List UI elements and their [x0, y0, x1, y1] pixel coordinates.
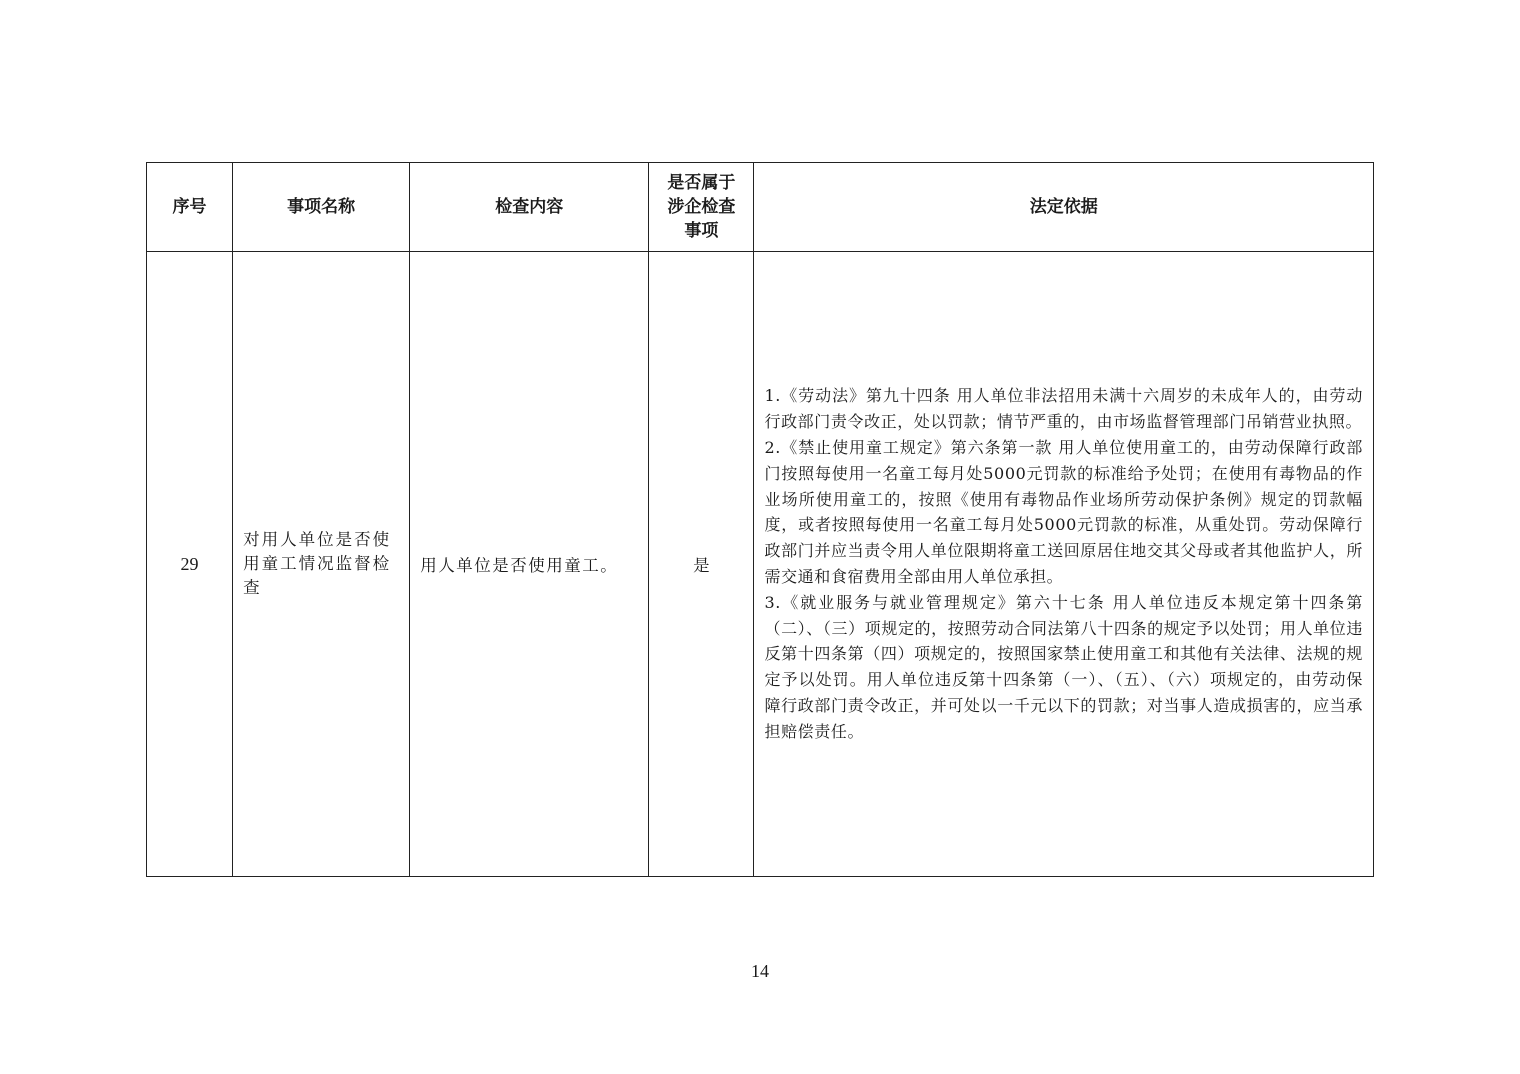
header-row: [147, 163, 1374, 252]
legal-basis-item-1: 1.《劳动法》第九十四条 用人单位非法招用未满十六周岁的未成年人的，由劳动行政部门责令改正，处以罚款；情节严重的，由市场监督管理部门吊销营业执照。: [764, 386, 1363, 432]
table-row: [147, 252, 1374, 877]
page-number: 14: [751, 961, 769, 981]
row-item-name: 对用人单位是否使用童工情况监督检查: [233, 252, 410, 877]
table-header: [147, 163, 1374, 252]
inspection-items-table: [146, 162, 1374, 877]
header-no: 序号: [147, 163, 233, 252]
row-is-enterprise: 是: [649, 252, 754, 877]
header-legal-basis: 法定依据: [754, 163, 1374, 252]
header-item-name: 事项名称: [233, 163, 410, 252]
legal-basis-item-3: 3.《就业服务与就业管理规定》第六十七条 用人单位违反本规定第十四条第（二）、（三）项规定的，按照劳动合同法第八十四条的规定予以处罚；用人单位违反第十四条第（四）项规定的，按照国家禁止使用童工和其他有关法律、法规的规定予以处罚。用人单位违反第十四条第（一）、（五）、（六）项规定的，由劳动保障行政部门责令改正，并可处以一千元以下的罚款；对当事人造成损害的，应当承担赔偿责任。: [764, 592, 1363, 741]
row-check-content: 用人单位是否使用童工。: [410, 252, 649, 877]
row-no: 29: [147, 252, 233, 877]
header-check-content: 检查内容: [410, 163, 649, 252]
legal-basis-item-2: 2.《禁止使用童工规定》第六条第一款 用人单位使用童工的，由劳动保障行政部门按照每使用一名童工每月处5000元罚款的标准给予处罚；在使用有毒物品的作业场所使用童工的，按照《使用有毒物品作业场所劳动保护条例》规定的罚款幅度，或者按照每使用一名童工每月处5000元罚款的标准，从重处罚。劳动保障行政部门并应当责令用人单位限期将童工送回原居住地交其父母或者其他监护人，所需交通和食宿费用全部由用人单位承担。: [764, 438, 1363, 586]
header-is-enterprise-check: [649, 163, 754, 252]
legal-basis-text: [764, 383, 1363, 744]
header-is-enterprise-text: 是否属于涉企检查事项: [667, 173, 736, 241]
row-legal-basis: [754, 252, 1374, 877]
